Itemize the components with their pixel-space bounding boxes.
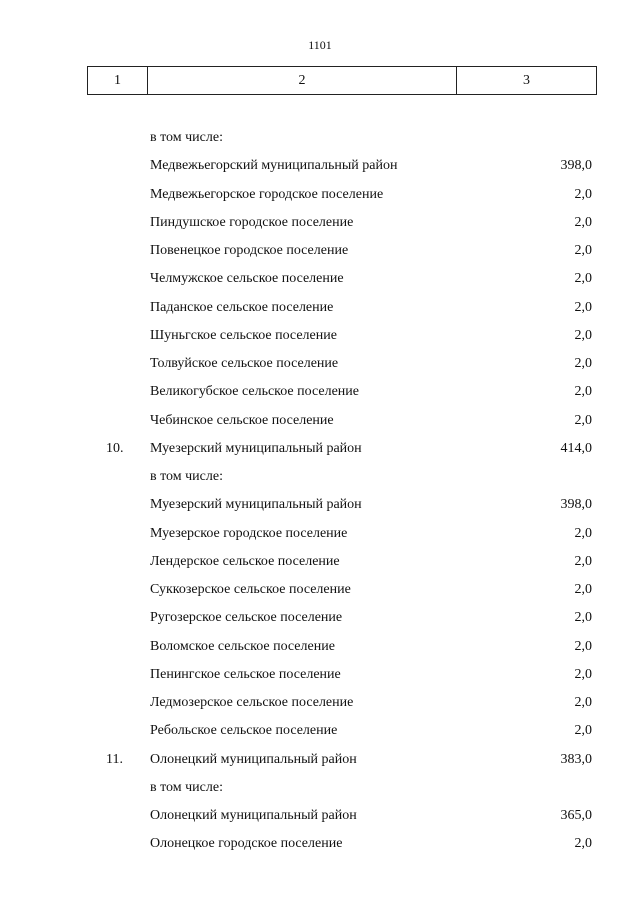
row-value: 365,0 [560, 808, 592, 823]
row-value: 383,0 [560, 751, 592, 767]
row-name: Чебинское сельское поселение [150, 412, 334, 428]
row-value: 2,0 [574, 271, 592, 287]
table-row [0, 350, 640, 378]
row-value: 2,0 [574, 214, 592, 230]
row-value: 2,0 [574, 299, 592, 315]
table-body [0, 124, 640, 859]
table-row [0, 407, 640, 435]
row-name: Олонецкий муниципальный район [150, 751, 357, 767]
table-row [0, 152, 640, 180]
page-number: 1101 [308, 38, 332, 52]
header-col-1: 1 [88, 67, 148, 95]
table-row [0, 746, 640, 774]
row-name: Медвежьегорское городское поселение [150, 186, 384, 202]
row-name: Муезерский муниципальный район [150, 440, 362, 456]
row-value: 2,0 [574, 412, 592, 428]
row-value: 398,0 [560, 497, 592, 513]
row-value: 2,0 [574, 384, 592, 400]
table-row [0, 661, 640, 689]
row-name: Шуньгское сельское поселение [150, 327, 337, 343]
row-name: Муезерский муниципальный район [150, 497, 362, 513]
row-number: 10. [106, 440, 124, 456]
table-row [0, 237, 640, 265]
header-col-3: 3 [457, 67, 597, 95]
table-row [0, 435, 640, 463]
row-value: 2,0 [574, 723, 592, 739]
table-row [0, 378, 640, 406]
table-row [0, 209, 640, 237]
row-name: Ругозерское сельское поселение [150, 610, 343, 626]
row-value: 2,0 [574, 553, 592, 569]
row-name: Олонецкий муниципальный район [150, 808, 357, 823]
table-row [0, 520, 640, 548]
header-col-2: 2 [148, 67, 457, 95]
row-value: 414,0 [560, 440, 592, 456]
table-row [0, 774, 640, 802]
row-value: 2,0 [574, 666, 592, 682]
row-name: Пиндушское городское поселение [150, 214, 354, 230]
table-row [0, 463, 640, 491]
table-row [0, 604, 640, 632]
row-name: Муезерское городское поселение [150, 525, 348, 541]
row-name: Суккозерское сельское поселение [150, 582, 351, 597]
table-row [0, 830, 640, 858]
row-name: Челмужское сельское поселение [150, 271, 344, 287]
row-value: 2,0 [574, 243, 592, 258]
row-name: Воломское сельское поселение [150, 638, 335, 654]
row-name: Медвежьегорский муниципальный район [150, 158, 398, 174]
table-row [0, 689, 640, 717]
table-row [0, 322, 640, 350]
row-number: 11. [106, 751, 123, 767]
row-name: Толвуйское сельское поселение [150, 356, 339, 371]
row-name: в том числе: [150, 779, 223, 795]
row-value: 2,0 [574, 525, 592, 541]
row-name: Повенецкое городское поселение [150, 243, 349, 258]
row-name: Ребольское сельское поселение [150, 723, 338, 739]
row-value: 2,0 [574, 836, 592, 852]
row-value: 2,0 [574, 695, 592, 710]
table-row [0, 717, 640, 745]
table-row [0, 633, 640, 661]
table-row [0, 548, 640, 576]
row-name: в том числе: [150, 130, 223, 145]
row-name: Ледмозерское сельское поселение [150, 695, 354, 710]
row-name: Паданское сельское поселение [150, 299, 334, 315]
row-value: 2,0 [574, 186, 592, 202]
row-name: Лендерское сельское поселение [150, 553, 340, 569]
table-row [0, 181, 640, 209]
table-row [0, 124, 640, 152]
row-name: Олонецкое городское поселение [150, 836, 343, 852]
row-name: в том числе: [150, 469, 223, 484]
row-value: 398,0 [560, 158, 592, 174]
table-row [0, 802, 640, 830]
table-row [0, 576, 640, 604]
table-row [0, 265, 640, 293]
row-value: 2,0 [574, 638, 592, 654]
table-header [87, 66, 597, 95]
header-row [88, 67, 597, 95]
table-row [0, 294, 640, 322]
row-name: Пенингское сельское поселение [150, 666, 341, 682]
row-value: 2,0 [574, 582, 592, 597]
row-value: 2,0 [574, 356, 592, 371]
table-row [0, 491, 640, 519]
row-value: 2,0 [574, 327, 592, 343]
row-name: Великогубское сельское поселение [150, 384, 359, 400]
row-value: 2,0 [574, 610, 592, 626]
